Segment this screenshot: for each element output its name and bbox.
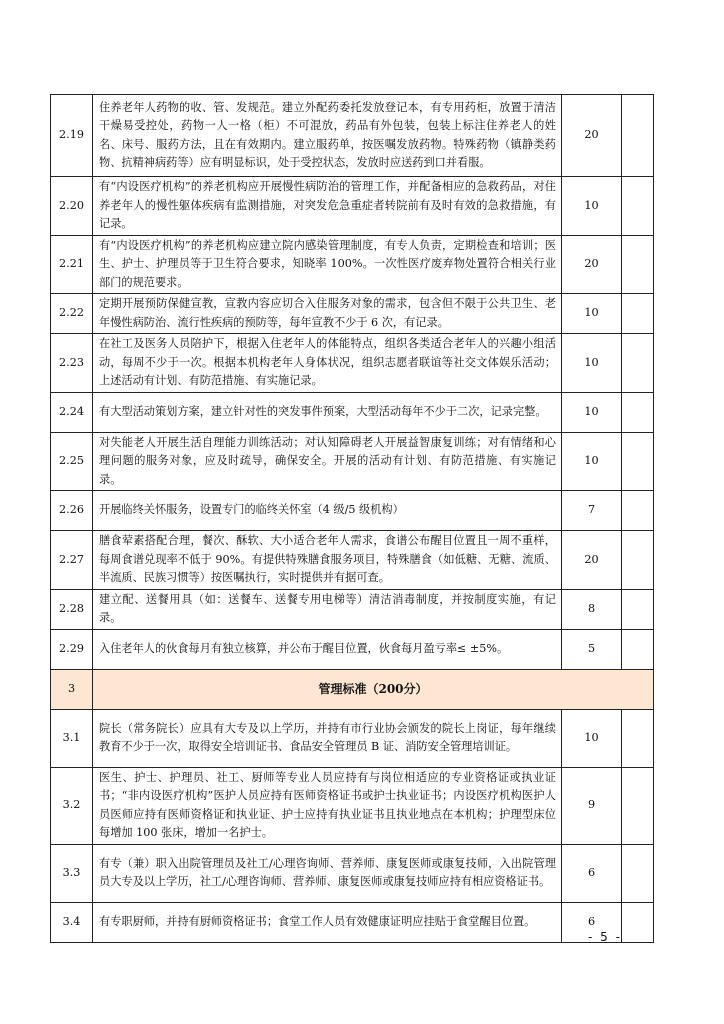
item-score: 9 — [562, 767, 622, 844]
item-content: 建立配、送餐用具（如：送餐车、送餐专用电梯等）清洁消毒制度，并按制度实施，有记录。 — [93, 589, 562, 629]
item-number: 2.28 — [51, 589, 93, 629]
item-number: 3.2 — [51, 767, 93, 844]
item-content: 院长（常务院长）应具有大专及以上学历，并持有市行业协会颁发的院长上岗证，每年继续教育不少于一次，取得安全培训证书、食品安全管理员 B 证、消防安全管理培训证。 — [93, 709, 562, 767]
item-evaluation — [622, 629, 654, 669]
item-content: 对失能老人开展生活自理能力训练活动；对认知障碍老人开展益智康复训练；对有情绪和心理问题的服务对象，应及时疏导，确保安全。开展的活动有计划、有防范措施、有实施记录。 — [93, 432, 562, 491]
item-evaluation — [622, 177, 654, 236]
table-row — [51, 767, 654, 844]
item-evaluation — [622, 334, 654, 393]
item-evaluation — [622, 392, 654, 432]
item-score: 10 — [562, 392, 622, 432]
table-row — [51, 95, 654, 177]
table-row — [51, 432, 654, 491]
item-evaluation — [622, 902, 654, 942]
item-number: 2.19 — [51, 95, 93, 177]
item-content: 有“内设医疗机构”的养老机构应建立院内感染管理制度，有专人负责，定期检查和培训；医生、护士、护理员等于卫生符合要求，知晓率 100%。一次性医疗废弃物处置符合相关行业部门的规范要求。 — [93, 235, 562, 294]
item-content: 有专职厨师，并持有厨师资格证书；食堂工作人员有效健康证明应挂贴于食堂醒目位置。 — [93, 902, 562, 942]
item-content: 有专（兼）职入出院管理员及社工/心理咨询师、营养师、康复医师或康复技师，入出院管理员大专及以上学历，社工/心理咨询师、营养师、康复医师或康复技师应持有相应资格证书。 — [93, 844, 562, 902]
table-row — [51, 294, 654, 334]
table-row — [51, 589, 654, 629]
table-row — [51, 709, 654, 767]
table-row — [51, 235, 654, 294]
table-row — [51, 334, 654, 393]
item-content: 医生、护士、护理员、社工、厨师等专业人员应持有与岗位相适应的专业资格证或执业证书；“非内设医疗机构”医护人员应持有医师资格证书或护士执业证书；内设医疗机构医护人员医师应持有医师资格证和执业证、护士应持有执业证书且执业地点在本机构；护理型床位每增加 100 张床，增加一名护士。 — [93, 767, 562, 844]
item-content: 定期开展预防保健宣教，宣教内容应切合入住服务对象的需求，包含但不限于公共卫生、老年慢性病防治、流行性疾病的预防等，每年宣教不少于 6 次，有记录。 — [93, 294, 562, 334]
page-number: - 5 - — [588, 930, 622, 944]
table-body-section-2 — [51, 95, 654, 670]
item-score: 7 — [562, 491, 622, 531]
item-score: 10 — [562, 709, 622, 767]
table-row — [51, 392, 654, 432]
item-evaluation — [622, 294, 654, 334]
item-score: 20 — [562, 531, 622, 590]
table-row — [51, 902, 654, 942]
table-row — [51, 629, 654, 669]
table-row — [51, 844, 654, 902]
item-content: 膳食荤素搭配合理，餐次、酥软、大小适合老年人需求，食谱公布醒目位置且一周不重样，每周食谱兑现率不低于 90%。有提供特殊膳食服务项目，特殊膳食（如低糖、无糖、流质、半流质、民族习惯等）按医嘱执行，实时提供并有据可查。 — [93, 531, 562, 590]
item-score: 5 — [562, 629, 622, 669]
item-score: 10 — [562, 334, 622, 393]
item-score: 20 — [562, 235, 622, 294]
item-evaluation — [622, 491, 654, 531]
table-row — [51, 531, 654, 590]
item-content: 有大型活动策划方案，建立针对性的突发事件预案，大型活动每年不少于二次，记录完整。 — [93, 392, 562, 432]
item-evaluation — [622, 432, 654, 491]
item-content: 开展临终关怀服务，设置专门的临终关怀室（4 级/5 级机构） — [93, 491, 562, 531]
section-header-row — [51, 669, 654, 709]
item-evaluation — [622, 95, 654, 177]
item-number: 2.21 — [51, 235, 93, 294]
item-evaluation — [622, 589, 654, 629]
item-number: 2.20 — [51, 177, 93, 236]
item-evaluation — [622, 767, 654, 844]
table-body-section-3 — [51, 709, 654, 942]
table-row — [51, 177, 654, 236]
table-row — [51, 491, 654, 531]
item-score: 10 — [562, 177, 622, 236]
item-evaluation — [622, 844, 654, 902]
item-evaluation — [622, 531, 654, 590]
item-score: 8 — [562, 589, 622, 629]
item-score: 6 — [562, 902, 622, 942]
item-number: 2.24 — [51, 392, 93, 432]
item-number: 2.29 — [51, 629, 93, 669]
item-number: 3.1 — [51, 709, 93, 767]
item-number: 2.22 — [51, 294, 93, 334]
item-content: 入住老年人的伙食每月有独立核算，并公布于醒目位置，伙食每月盈亏率≤ ±5%。 — [93, 629, 562, 669]
item-content: 住养老年人药物的收、管、发规范。建立外配药委托发放登记本，有专用药柜，放置于清洁干燥易受控处，药物一人一格（柜）不可混放，药品有外包装，包装上标注住养老人的姓名、床号、服药方法，且在有效期内。建立服药单，按医嘱发放药物。特殊药物（镇静类药物、抗精神病药等）应有明显标识，处于受控状态，发放时应送药到口并看服。 — [93, 95, 562, 177]
item-number: 2.23 — [51, 334, 93, 393]
section-title: 管理标准（200分） — [93, 669, 654, 709]
item-number: 2.26 — [51, 491, 93, 531]
item-number: 3.4 — [51, 902, 93, 942]
item-score: 6 — [562, 844, 622, 902]
item-number: 3.3 — [51, 844, 93, 902]
item-content: 有“内设医疗机构”的养老机构应开展慢性病防治的管理工作，并配备相应的急救药品，对住养老年人的慢性躯体疾病有监测措施，对突发危急重症者转院前有及时有效的急救措施，有记录。 — [93, 177, 562, 236]
item-number: 2.25 — [51, 432, 93, 491]
section-number: 3 — [51, 669, 93, 709]
item-number: 2.27 — [51, 531, 93, 590]
item-score: 10 — [562, 432, 622, 491]
table-body-section-header — [51, 669, 654, 709]
item-evaluation — [622, 235, 654, 294]
item-evaluation — [622, 709, 654, 767]
item-content: 在社工及医务人员陪护下，根据入住老年人的体能特点，组织各类适合老年人的兴趣小组活动，每周不少于一次。根据本机构老年人身体状况，组织志愿者联谊等社交文体娱乐活动；上述活动有计划、有防范措施、有实施记录。 — [93, 334, 562, 393]
item-score: 10 — [562, 294, 622, 334]
standards-table — [50, 94, 654, 943]
item-score: 20 — [562, 95, 622, 177]
